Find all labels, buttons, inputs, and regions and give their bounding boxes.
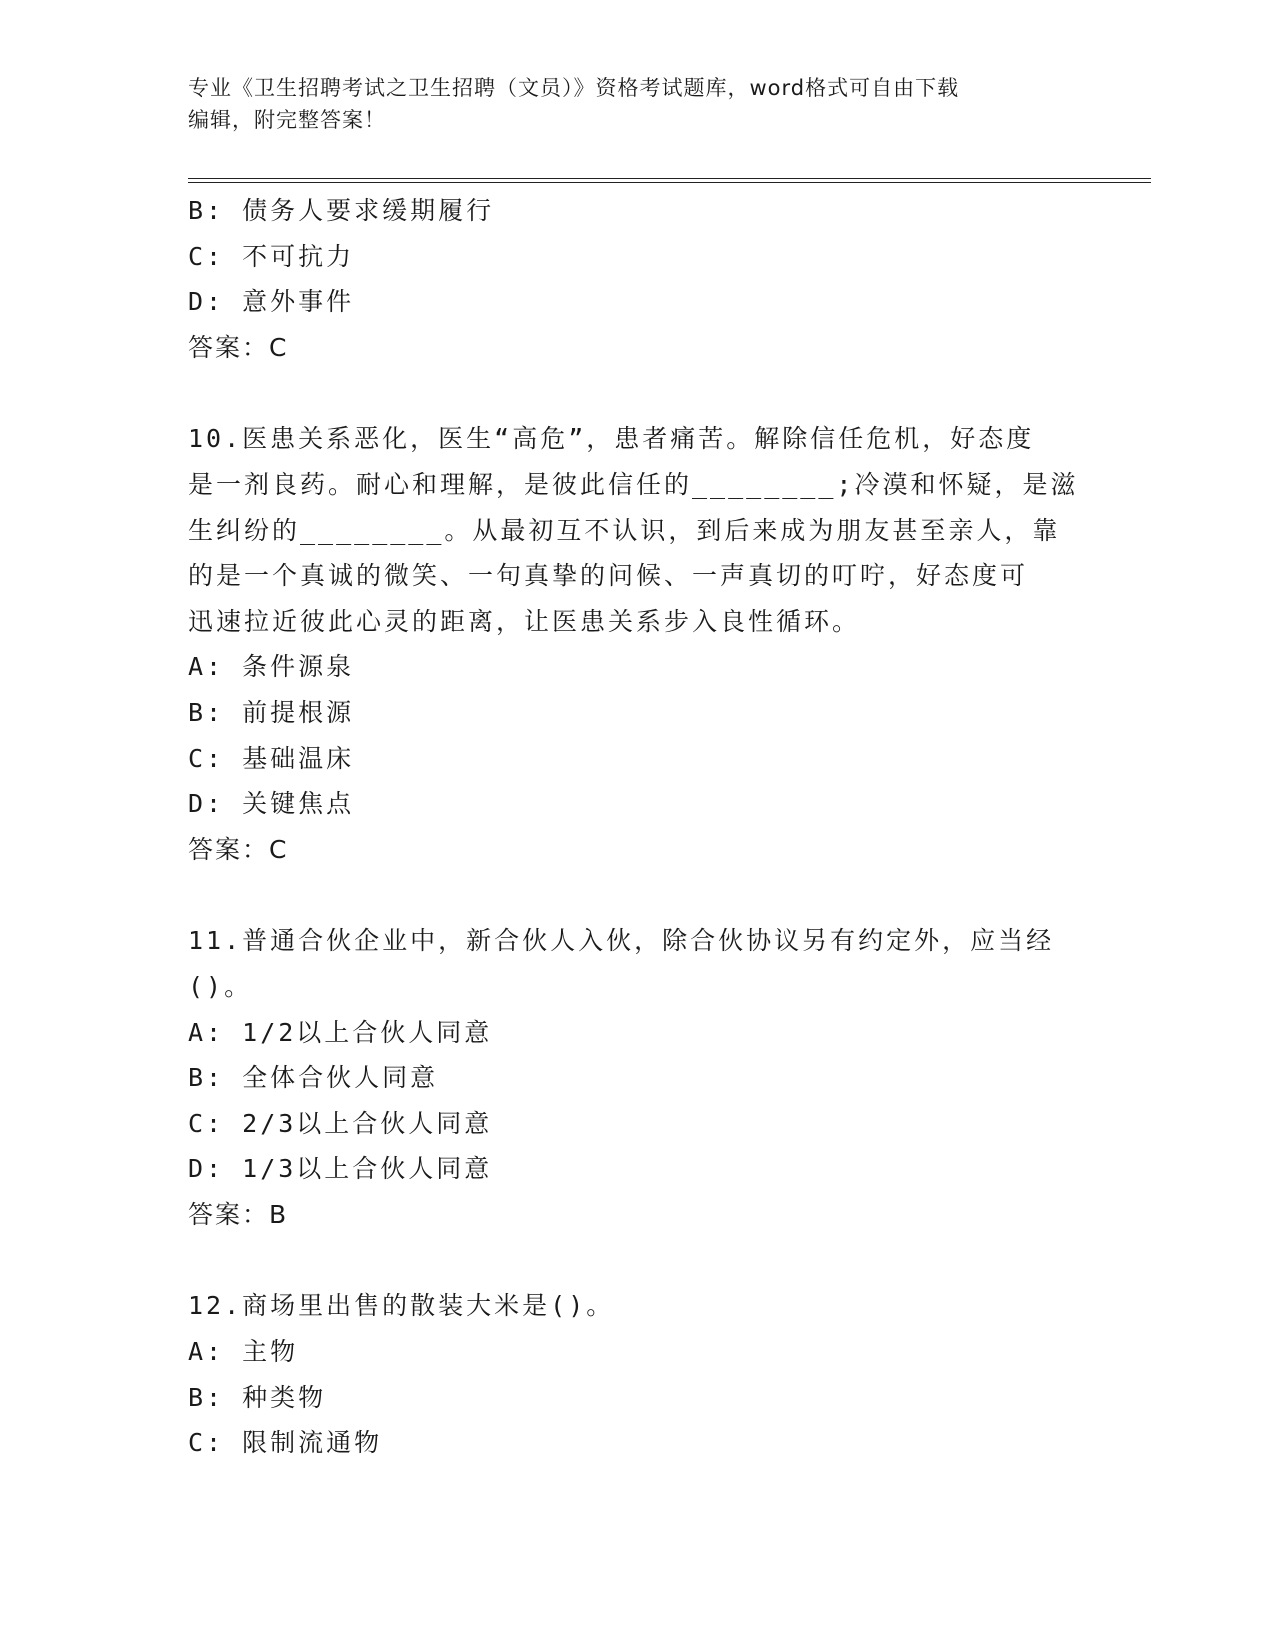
answer: 答案：B (188, 1199, 289, 1229)
option-a: A: 主物 (188, 1337, 299, 1367)
answer: 答案：C (188, 834, 289, 864)
option-b: B: 债务人要求缓期履行 (188, 196, 495, 225)
option-c: C: 限制流通物 (188, 1428, 383, 1458)
option-c: C: 基础温床 (188, 743, 355, 773)
question-text-line: 生纠纷的________。从最初互不认识，到后来成为朋友甚至亲人，靠 (188, 515, 1061, 545)
option-b: B: 全体合伙人同意 (188, 1063, 439, 1093)
question-text-line: ()。 (188, 971, 253, 1001)
option-d: D: 意外事件 (188, 287, 355, 317)
option-c: C: 不可抗力 (188, 241, 355, 271)
document-header (188, 72, 1088, 136)
document-body (188, 188, 1088, 1466)
option-d: D: 关键焦点 (188, 789, 355, 819)
question-12 (188, 1283, 1088, 1465)
question-text-line: 的是一个真诚的微笑、一句真挚的问候、一声真切的叮咛，好态度可 (188, 561, 1029, 591)
option-a: A: 条件源泉 (188, 652, 355, 682)
question-text-line: 是一剂良药。耐心和理解，是彼此信任的________;冷漠和怀疑，是滋 (188, 469, 1079, 499)
spacer (188, 370, 1088, 416)
spacer (188, 872, 1088, 918)
spacer (188, 1237, 1088, 1283)
option-c: C: 2/3以上合伙人同意 (188, 1108, 493, 1138)
option-b: B: 前提根源 (188, 697, 355, 727)
option-b: B: 种类物 (188, 1382, 327, 1412)
question-text-line: 12.商场里出售的散装大米是()。 (188, 1291, 615, 1321)
question-block-9-tail (188, 188, 1088, 370)
header-line-2: 编辑，附完整答案！ (188, 108, 386, 132)
question-11 (188, 918, 1088, 1237)
option-d: D: 1/3以上合伙人同意 (188, 1154, 493, 1184)
question-text-line: 迅速拉近彼此心灵的距离，让医患关系步入良性循环。 (188, 606, 861, 636)
header-divider-top (188, 178, 1151, 179)
header-line-1: 专业《卫生招聘考试之卫生招聘（文员）》资格考试题库，word格式可自由下载 (188, 76, 960, 100)
question-10 (188, 416, 1088, 872)
option-a: A: 1/2以上合伙人同意 (188, 1017, 493, 1047)
header-divider-bottom (188, 182, 1151, 183)
question-text-line: 11.普通合伙企业中，新合伙人入伙，除合伙协议另有约定外，应当经 (188, 926, 1055, 956)
question-text-line: 10.医患关系恶化，医生“高危”，患者痛苦。解除信任危机，好态度 (188, 424, 1035, 454)
answer: 答案：C (188, 332, 289, 362)
